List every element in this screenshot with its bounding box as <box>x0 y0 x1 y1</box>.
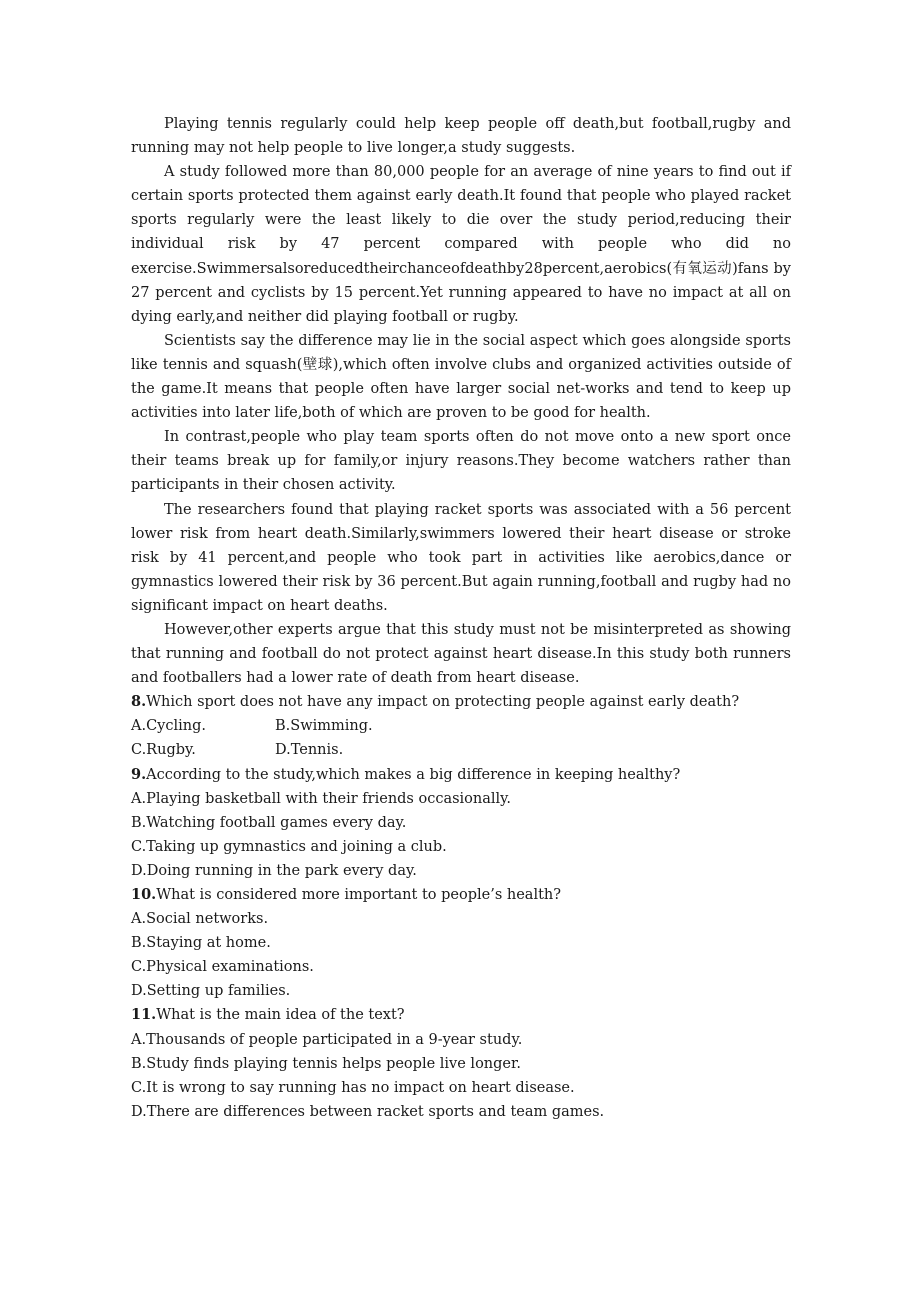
passage-paragraph-5: The researchers found that playing racket sports was associated with a 56 percent lower risk from heart death.Similarly,swimmers lowered their heart disease or stroke risk by 41 percent,and people who took part in activities like aerobics,dance or gymnastics lowered their risk by 36 percent.But again running,football and rugby had no significant impact on heart deaths. <box>131 501 791 614</box>
question-10-number: 10. <box>131 886 157 903</box>
question-11-stem <box>131 1003 791 1027</box>
question-8-option-b: B.Swimming. <box>275 718 373 735</box>
question-11-number: 11. <box>131 1006 157 1024</box>
passage-paragraph-6: However,other experts argue that this study must not be misinterpreted as showing that running and football do not protect against heart disease.In this study both runners and footballers had a lower rate of death from heart disease. <box>131 621 791 687</box>
question-8-options-row-2 <box>131 738 791 762</box>
question-10-option-a: A.Social networks. <box>131 911 269 928</box>
question-9-option-d: D.Doing running in the park every day. <box>131 862 417 879</box>
question-11-option-a: A.Thousands of people participated in a 9-year study. <box>131 1031 523 1048</box>
question-8-number: 8. <box>131 693 147 711</box>
question-10-option-c: C.Physical examinations. <box>131 959 314 976</box>
question-10-text: What is considered more important to people’s health? <box>156 887 562 903</box>
passage-paragraph-4: In contrast,people who play team sports often do not move onto a new sport once their teams break up for family,or injury reasons.They become watchers rather than participants in their chosen activity. <box>131 429 791 494</box>
document-page <box>131 112 791 1124</box>
passage-paragraph-1: Playing tennis regularly could help keep people off death,but football,rugby and running may not help people to live longer,a study suggests. <box>131 116 791 157</box>
question-8-option-a: A.Cycling. <box>131 718 206 735</box>
question-9 <box>131 763 791 883</box>
question-9-stem <box>131 763 791 787</box>
question-9-option-a: A.Playing basketball with their friends occasionally. <box>131 790 512 807</box>
question-9-text: According to the study,which makes a big difference in keeping healthy? <box>146 766 681 783</box>
question-9-option-c: C.Taking up gymnastics and joining a club. <box>131 838 447 855</box>
question-9-number: 9. <box>131 765 147 783</box>
question-11-option-b: B.Study finds playing tennis helps people live longer. <box>131 1055 521 1072</box>
question-10-option-d: D.Setting up families. <box>131 983 291 1000</box>
question-8 <box>131 690 791 762</box>
question-11 <box>131 1003 791 1123</box>
passage-paragraph-3: Scientists say the difference may lie in the social aspect which goes alongside sports like tennis and squash(壁球),which often involve clubs and organized activities outside of the game.It means that people often have larger social net-works and tend to keep up activities into later life,both of which are proven to be good for health. <box>131 332 791 422</box>
question-8-option-c: C.Rugby. <box>131 742 196 759</box>
question-10 <box>131 883 791 1003</box>
question-9-option-b: B.Watching football games every day. <box>131 814 407 831</box>
question-8-text: Which sport does not have any impact on protecting people against early death? <box>146 694 740 711</box>
question-10-option-b: B.Staying at home. <box>131 935 271 952</box>
question-10-stem <box>131 883 791 907</box>
passage-paragraph-2: A study followed more than 80,000 people for an average of nine years to find out if certain sports protected them against early death.It found that people who played racket sports regularly were the least likely to die over the study period,reducing their individual risk by 47 percent compared with people who did no exercise.Swimmersalsoreducedtheirchanceofdeathby28percent,aerobics(有氧运动)fans by 27 percent and cyclists by 15 percent.Yet running appeared to have no impact at all on dying early,and neither did playing football or rugby. <box>131 164 791 325</box>
question-8-stem <box>131 690 791 714</box>
question-11-option-c: C.It is wrong to say running has no impact on heart disease. <box>131 1079 575 1096</box>
question-8-options-row-1 <box>131 714 791 738</box>
question-11-text: What is the main idea of the text? <box>156 1007 405 1024</box>
question-11-option-d: D.There are differences between racket sports and team games. <box>131 1103 605 1120</box>
question-8-option-d: D.Tennis. <box>275 742 344 759</box>
